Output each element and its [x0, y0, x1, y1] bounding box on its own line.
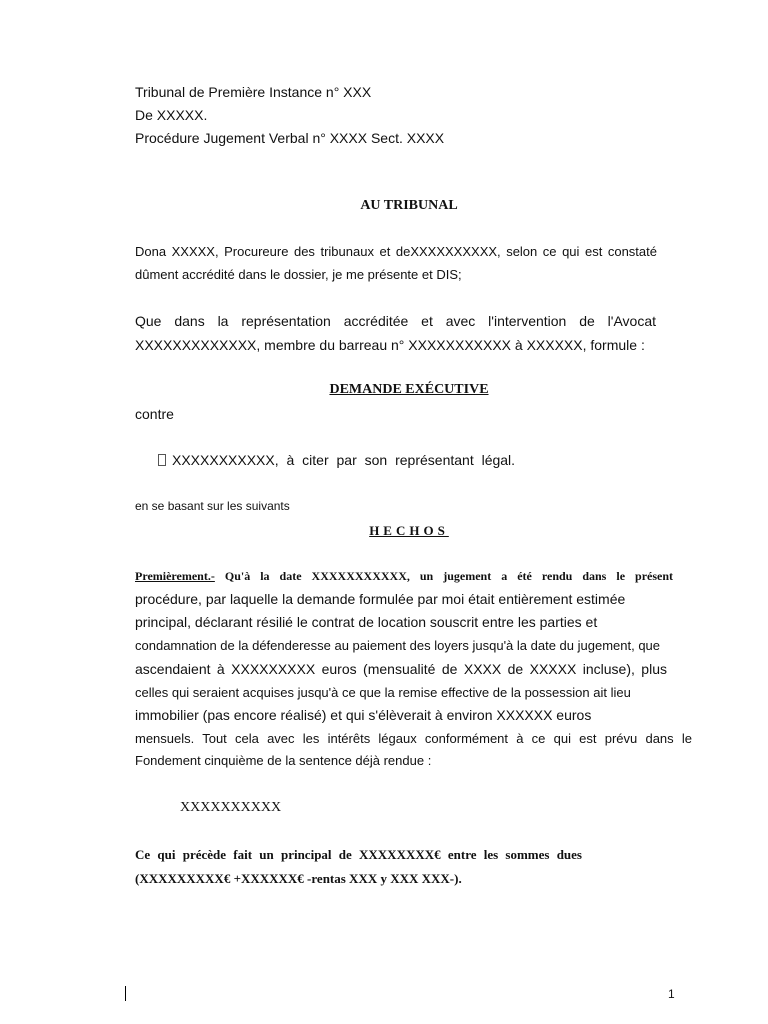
- summary-line-1: Ce qui précède fait un principal de XXXXXXXX€ entre les sommes dues: [135, 847, 582, 862]
- first-line-9: Fondement cinquième de la sentence déjà rendue :: [135, 753, 432, 768]
- summary-line-2: (XXXXXXXXX€ +XXXXXX€ -rentas XXX y XXX XXX-).: [135, 871, 462, 886]
- first-line-1: [135, 569, 673, 584]
- first-line-4: condamnation de la défenderesse au paiement des loyers jusqu'à la date du jugement, que: [135, 638, 661, 653]
- first-line-3: principal, déclarant résilié le contrat de location souscrit entre les parties et: [135, 614, 598, 630]
- intro-line-2: dûment accrédité dans le dossier, je me présente et DIS;: [135, 267, 462, 282]
- court-name: Tribunal de Première Instance n° XXX: [135, 84, 372, 100]
- basis-line: en se basant sur les suivants: [135, 499, 290, 513]
- procedure-reference: Procédure Jugement Verbal n° XXXX Sect. XXXX: [135, 130, 445, 146]
- demand-title: DEMANDE EXÉCUTIVE: [329, 382, 489, 397]
- placeholder-value: XXXXXXXXXX: [180, 800, 282, 815]
- representation-line-1: Que dans la représentation accréditée et avec l'intervention de l'Avocat: [135, 313, 656, 329]
- first-label: Premièrement.-: [135, 569, 215, 583]
- defendant-line: [158, 452, 515, 468]
- court-location: De XXXXX.: [135, 107, 208, 123]
- first-line-2: procédure, par laquelle la demande formulée par moi était entièrement estimée: [135, 591, 626, 607]
- first-line-1-rest: Qu'à la date XXXXXXXXXXX, un jugement a été rendu dans le présent: [224, 569, 674, 583]
- intro-line-1: Dona XXXXX, Procureure des tribunaux et deXXXXXXXXXX, selon ce qui est constaté: [135, 244, 657, 259]
- first-line-8: mensuels. Tout cela avec les intérêts légaux conformément à ce qui est prévu dans le: [135, 731, 692, 746]
- document-title: AU TRIBUNAL: [360, 198, 458, 213]
- first-line-6: celles qui seraient acquises jusqu'à ce que la remise effective de la possession ait lieu: [135, 685, 631, 700]
- first-line-7: immobilier (pas encore réalisé) et qui s'élèverait à environ XXXXXX euros: [135, 707, 592, 723]
- defendant-text: XXXXXXXXXXX, à citer par son représentant légal.: [172, 452, 516, 468]
- representation-line-2: XXXXXXXXXXXXX, membre du barreau n° XXXXXXXXXXX à XXXXXX, formule :: [135, 337, 645, 353]
- contre-label: contre: [135, 406, 174, 422]
- page-number: 1: [668, 987, 675, 1001]
- text-cursor: [125, 986, 126, 1001]
- first-line-5: ascendaient à XXXXXXXXX euros (mensualité de XXXX de XXXXX incluse), plus: [135, 661, 667, 677]
- bullet-icon: [158, 454, 166, 466]
- facts-title: HECHOS: [369, 523, 449, 538]
